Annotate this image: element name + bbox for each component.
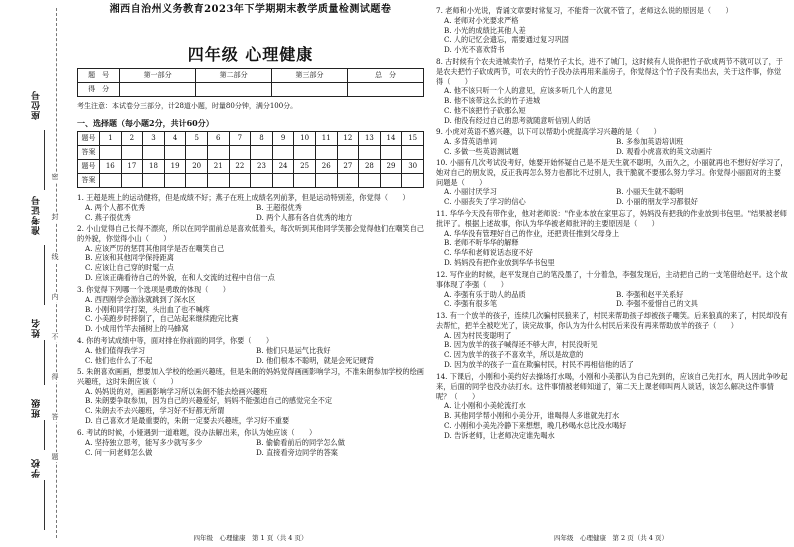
- question-stem: 5. 朱朗喜欢画画，想要加入学校的绘画兴趣班，但是朱朗的妈妈觉得画画影响学习，不准朱朗参加学校的绘画兴趣班，这时朱朗应该（ ）: [77, 367, 424, 386]
- answer-option[interactable]: A. 西西刚学会游泳就跳到了深水区: [85, 294, 196, 304]
- question-number-cell: 9: [272, 132, 294, 146]
- question-1: [77, 224, 427, 283]
- question-5: [436, 270, 788, 309]
- question-stem: 14. 下课后，小刚和小美约好去操场打水喝，小刚和小美都认为自己先到的，应该自己先打水，两人因此争吵起来，后面的同学也没办法打水。这件事情被老师知道了，第二天上课老师叫两人谈话，该怎么解决这件事情呢？（ ）: [436, 372, 788, 401]
- question-5: [77, 428, 427, 457]
- page-2: [432, 0, 790, 547]
- score-cell[interactable]: [120, 83, 196, 97]
- option-row: [77, 356, 427, 366]
- seat-number-label: 座位号: [32, 90, 42, 120]
- score-header: 总 分: [348, 69, 424, 83]
- answer-option[interactable]: C. 华华和老师说话态度不好: [444, 248, 533, 258]
- answer-option[interactable]: D. 小光不喜欢背书: [444, 45, 505, 55]
- score-header: 第三部分: [272, 69, 348, 83]
- question-number-cell: 11: [315, 132, 337, 146]
- question-number-cell: 20: [186, 160, 208, 174]
- answer-cell[interactable]: [402, 146, 424, 160]
- answer-cell[interactable]: [402, 174, 424, 188]
- answer-cell[interactable]: [164, 174, 186, 188]
- answer-option[interactable]: B. 多参加英语培训班: [616, 136, 684, 146]
- answer-option[interactable]: C. 他们也什么了不起: [85, 355, 153, 365]
- option-row: [436, 197, 788, 207]
- answer-cell[interactable]: [100, 146, 122, 160]
- answer-cell[interactable]: [229, 174, 251, 188]
- answer-option[interactable]: C. 人的记忆会遗忘，需要通过复习巩固: [444, 35, 569, 45]
- answer-option[interactable]: C. 小美跑步时摔倒了，自己站起来继续跑完比赛: [85, 314, 239, 324]
- answer-cell[interactable]: [359, 174, 381, 188]
- question-3: [77, 336, 427, 365]
- seat-number-line[interactable]: [44, 130, 45, 190]
- question-stem: 4. 你的考试成绩中等，面对排在你前面的同学，你要（ ）: [77, 336, 274, 345]
- question-number-cell: 13: [359, 132, 381, 146]
- question-number-cell: 28: [359, 160, 381, 174]
- score-table: [77, 68, 424, 97]
- question-number-cell: 5: [186, 132, 208, 146]
- answer-option[interactable]: B. 朱朗要争取参加，因为自己的兴趣爱好，妈妈不能强迫自己的感觉完全不定: [85, 396, 333, 406]
- exam-number-label: 准考证号: [32, 195, 42, 235]
- answer-cell[interactable]: [251, 146, 273, 160]
- answer-option[interactable]: B. 小光的成绩比其他人差: [444, 25, 526, 35]
- page-1: [73, 0, 428, 547]
- question-stem: 10. 小丽有几次考试没考好，她要开始怀疑自己是不是天生就不聪明，久而久之，小丽就再也不想好好学习了，她对自己的朋友说，反正我再怎么努力也都比不过别人，我干脆就不要那么努力学习。你觉得小丽面对的主要问题是（ ）: [436, 158, 788, 187]
- answer-option[interactable]: B. 偷偷看前后的同学怎么做: [256, 437, 345, 447]
- answer-grid: [77, 131, 424, 188]
- answer-cell[interactable]: [272, 174, 294, 188]
- question-number-cell: 19: [164, 160, 186, 174]
- answer-option[interactable]: D. 小丽的朋友学习都很好: [616, 197, 698, 207]
- answer-cell[interactable]: [380, 146, 402, 160]
- question-number-cell: 1: [100, 132, 122, 146]
- question-stem: 1. 王超是班上的运动健将，但是成绩不好；燕子在班上成绩名列前茅，但是运动特别差，你觉得（ ）: [77, 193, 410, 202]
- answer-option[interactable]: C. 小丽丧失了学习的信心: [444, 197, 526, 207]
- question-number-cell: 12: [337, 132, 359, 146]
- answer-option[interactable]: B. 他们只是运气比我好: [256, 345, 331, 355]
- question-number-cell: 27: [337, 160, 359, 174]
- exam-title: 湘西自治州义务教育2023年下学期期末教学质量检测试题卷: [109, 4, 392, 15]
- answer-option[interactable]: B. 应该和其他同学保持距离: [85, 253, 174, 263]
- question-number-cell: 30: [402, 160, 424, 174]
- question-stem: 7. 老师和小光说，背诵文章要时常复习，不能背一次就不管了，老师这么说的原因是（ ）: [436, 6, 733, 15]
- question-0: [77, 193, 427, 222]
- option-row: [77, 213, 427, 223]
- answer-option[interactable]: B. 王超很优秀: [256, 202, 302, 212]
- answer-cell[interactable]: [337, 146, 359, 160]
- question-number-cell: 6: [207, 132, 229, 146]
- answer-cell[interactable]: [207, 146, 229, 160]
- question-stem: 12. 写作业的时候，赵平发现自己的笔没墨了，十分着急，李强发现后，主动把自己的一支笔借给赵平。这个故事体现了李强（ ）: [436, 270, 788, 289]
- option-row: [77, 346, 427, 356]
- question-number-cell: 22: [229, 160, 251, 174]
- option-row: [77, 203, 427, 213]
- answer-option[interactable]: A. 妈妈说的对，画画影响学习所以朱朗不能去绘画兴趣班: [85, 386, 268, 396]
- answer-option[interactable]: A. 让小刚和小美轮流打水: [444, 401, 526, 411]
- answer-option[interactable]: B. 李强和赵平关系好: [616, 289, 684, 299]
- question-number-cell: 29: [380, 160, 402, 174]
- question-stem: 6. 考试的时候，小娅遇到一道难题，没办法解出来，你认为她应该（ ）: [77, 428, 317, 437]
- answer-cell[interactable]: [294, 174, 316, 188]
- seal-char: 得: [49, 372, 61, 382]
- question-number-cell: 10: [294, 132, 316, 146]
- option-row: [436, 187, 788, 197]
- answer-cell[interactable]: [315, 146, 337, 160]
- answer-option[interactable]: D. 观看小虎喜欢的英文动画片: [616, 146, 713, 156]
- question-stem: 8. 古时候有个农夫进城卖竹子，结果竹子太长，进不了城门，这时候有人说你把竹子砍成两节不就可以了，于是农夫把竹子砍成两节，可农夫的竹子没办法再用来盖房子，你觉得这个竹子没有卖出去，关于这件事，你觉得（ ）: [436, 57, 783, 86]
- question-4: [77, 367, 427, 426]
- answer-option[interactable]: C. 燕子很优秀: [85, 212, 131, 222]
- school-line[interactable]: [44, 480, 45, 530]
- answer-option[interactable]: A. 多背英语单词: [444, 136, 497, 146]
- answer-option[interactable]: A. 坚持独立思考，能写多少就写多少: [85, 437, 203, 447]
- answer-cell[interactable]: [143, 146, 165, 160]
- answer-option[interactable]: A. 小丽讨厌学习: [444, 187, 497, 197]
- option-row: [436, 137, 788, 147]
- answer-option[interactable]: C. 多做一些英语测试题: [444, 146, 519, 156]
- grid-label: 题号: [78, 132, 100, 146]
- question-number-cell: 16: [100, 160, 122, 174]
- answer-option[interactable]: A. 李强有乐于助人的品质: [444, 289, 526, 299]
- exam-subtitle: 四年级 心理健康: [187, 45, 314, 64]
- class-label: 班级: [32, 398, 42, 418]
- score-cell[interactable]: [196, 83, 272, 97]
- answer-option[interactable]: D. 应该正确看待自己的外貌，在和人交流的过程中自信一点: [85, 272, 275, 282]
- answer-cell[interactable]: [121, 146, 143, 160]
- question-number-cell: 26: [315, 160, 337, 174]
- answer-cell[interactable]: [337, 174, 359, 188]
- binding-margin: [0, 0, 70, 547]
- question-number-cell: 18: [143, 160, 165, 174]
- answer-cell[interactable]: [100, 174, 122, 188]
- question-stem: 9. 小虎对英语不感兴趣，以下可以帮助小虎提高学习兴趣的是（ ）: [436, 127, 661, 136]
- answer-option[interactable]: A. 两个人都不优秀: [85, 202, 146, 212]
- question-number-cell: 7: [229, 132, 251, 146]
- option-row: [436, 299, 788, 309]
- seal-char: 封: [49, 212, 61, 222]
- answer-option[interactable]: C. 朱朗去不去兴趣班，学习好不好都无所谓: [85, 406, 225, 416]
- question-6: [436, 311, 788, 370]
- answer-option[interactable]: B. 他不该带这么长的竹子进城: [444, 96, 541, 106]
- score-header: 题 号: [78, 69, 120, 83]
- class-line[interactable]: [44, 420, 45, 450]
- answer-option[interactable]: A. 华华没有管理好自己的作业，还把责任推到父母身上: [444, 228, 620, 238]
- option-row: [436, 147, 788, 157]
- seal-char: 内: [49, 292, 61, 302]
- exam-note: 考生注意：本试卷分三部分，计28道小题，时量80分钟，满分100分。: [77, 102, 298, 110]
- answer-cell[interactable]: [229, 146, 251, 160]
- answer-option[interactable]: C. 问一问老师怎么做: [85, 447, 153, 457]
- seal-char: 线: [49, 252, 61, 262]
- answer-option[interactable]: C. 小刚和小美先冷静下来想想，晚几秒喝水总比没水喝好: [444, 420, 627, 430]
- answer-option[interactable]: D. 两个人都有各自优秀的地方: [256, 212, 353, 222]
- answer-option[interactable]: D. 他们根本不聪明，就是会死记硬背: [256, 355, 374, 365]
- school-label: 学校: [32, 458, 42, 478]
- answer-option[interactable]: A. 应该严厉的惩罚其他同学是否在嘲笑自己: [85, 243, 225, 253]
- question-number-cell: 4: [164, 132, 186, 146]
- question-number-cell: 14: [380, 132, 402, 146]
- exam-number-line[interactable]: [44, 245, 45, 305]
- question-3: [436, 158, 788, 207]
- question-stem: 3. 你觉得下列哪一个选项是勇敢的体现（ ）: [77, 285, 230, 294]
- score-header: 第二部分: [196, 69, 272, 83]
- answer-cell[interactable]: [315, 174, 337, 188]
- answer-option[interactable]: D. 李强不爱惜自己的文具: [616, 299, 698, 309]
- answer-cell[interactable]: [186, 174, 208, 188]
- answer-option[interactable]: A. 他不该只听一个人的意见，应该多听几个人的意见: [444, 86, 612, 96]
- answer-option[interactable]: A. 他们值得我学习: [85, 345, 146, 355]
- score-cell[interactable]: [272, 83, 348, 97]
- answer-option[interactable]: D. 小成用竹竿去捅树上的马蜂窝: [85, 324, 189, 334]
- page-footer: 四年级 心理健康 第 1 页（共 4 页）: [193, 534, 308, 543]
- question-number-cell: 3: [143, 132, 165, 146]
- answer-cell[interactable]: [294, 146, 316, 160]
- grid-label: 答案: [78, 146, 100, 160]
- answer-cell[interactable]: [143, 174, 165, 188]
- grid-label: 答案: [78, 174, 100, 188]
- question-stem: 2. 小山觉得自己长得不漂亮，所以在同学面前总是喜欢低着头，每次听到其他同学笑都会觉得他们在嘲笑自己的外貌，你觉得小山（ ）: [77, 224, 424, 243]
- answer-option[interactable]: D. 因为放羊的孩子一直在欺骗村民，村民不再相信他的话了: [444, 359, 634, 369]
- answer-cell[interactable]: [186, 146, 208, 160]
- grid-label: 题号: [78, 160, 100, 174]
- answer-option[interactable]: B. 老师不听华华的解释: [444, 238, 519, 248]
- answer-option[interactable]: B. 其他同学帮小刚和小美分开，谁喝得人多谁就先打水: [444, 411, 620, 421]
- answer-option[interactable]: D. 妈妈没有把作业放到华华书包里: [444, 257, 555, 267]
- question-stem: 13. 有一个放羊的孩子，连续几次骗村民狼来了，村民来帮助孩子却被孩子嘲笑。后来狼真的来了，村民却没有去帮忙，把羊全被吃光了，读完故事，你认为为什么村民后来没有再来帮助放羊的孩子（ ）: [436, 311, 788, 330]
- question-number-cell: 21: [207, 160, 229, 174]
- question-number-cell: 24: [272, 160, 294, 174]
- question-0: [436, 6, 788, 55]
- answer-cell[interactable]: [359, 146, 381, 160]
- answer-option[interactable]: C. 因为放羊的孩子不喜欢羊，所以是故意的: [444, 350, 584, 360]
- answer-cell[interactable]: [272, 146, 294, 160]
- name-label: 姓名: [32, 318, 42, 338]
- answer-cell[interactable]: [380, 174, 402, 188]
- answer-cell[interactable]: [164, 146, 186, 160]
- name-line[interactable]: [44, 340, 45, 385]
- score-cell[interactable]: [348, 83, 424, 97]
- question-2: [77, 285, 427, 334]
- section-title: 一、选择题（每小题2分，共计60分）: [77, 118, 214, 128]
- answer-option[interactable]: A. 老师对小光要求严格: [444, 15, 519, 25]
- question-2: [436, 127, 788, 156]
- answer-option[interactable]: C. 他不该把竹子砍那么短: [444, 105, 526, 115]
- seal-char: 答: [49, 412, 61, 422]
- answer-option[interactable]: B. 因为放羊的孩子喊得还不够大声，村民没听见: [444, 340, 598, 350]
- question-1: [436, 57, 788, 125]
- seal-char: 题: [49, 452, 61, 462]
- question-number-cell: 8: [251, 132, 273, 146]
- answer-cell[interactable]: [207, 174, 229, 188]
- answer-option[interactable]: B. 小丽天生就不聪明: [616, 187, 684, 197]
- score-row-label: 得 分: [78, 83, 120, 97]
- answer-option[interactable]: D. 他没有经过自己的思考就随意听信别人的话: [444, 115, 591, 125]
- question-4: [436, 209, 788, 268]
- question-stem: 11. 华华今天没有带作业，他对老师说："作业本放在家里忘了，妈妈没有把我的作业放到书包里。"结果被老师批评了。根据上述故事，你认为华华被老师批评的主要原因是（ ）: [436, 209, 787, 228]
- answer-option[interactable]: D. 告诉老师，让老师决定谁先喝水: [444, 430, 555, 440]
- question-number-cell: 17: [121, 160, 143, 174]
- seal-char: 密: [49, 172, 61, 182]
- question-number-cell: 2: [121, 132, 143, 146]
- answer-option[interactable]: B. 小刚和同学打架，头出血了也不喊疼: [85, 304, 210, 314]
- score-header: 第一部分: [120, 69, 196, 83]
- question-number-cell: 23: [251, 160, 273, 174]
- question-number-cell: 25: [294, 160, 316, 174]
- answer-option[interactable]: D. 直接看旁边同学的答案: [256, 447, 338, 457]
- answer-option[interactable]: C. 李强有很多笔: [444, 299, 497, 309]
- seal-char: 不: [49, 332, 61, 342]
- question-number-cell: 15: [402, 132, 424, 146]
- answer-option[interactable]: D. 自己喜欢才是最重要的，朱朗一定要去兴趣班，学习好不重要: [85, 415, 290, 425]
- answer-option[interactable]: C. 应该让自己穿的时髦一点: [85, 263, 174, 273]
- answer-cell[interactable]: [251, 174, 273, 188]
- question-7: [436, 372, 788, 440]
- answer-cell[interactable]: [121, 174, 143, 188]
- option-row: [77, 438, 427, 448]
- option-row: [436, 290, 788, 300]
- page-footer: 四年级 心理健康 第 2 页（共 4 页）: [553, 534, 669, 543]
- answer-option[interactable]: A. 因为村民变聪明了: [444, 330, 512, 340]
- option-row: [77, 448, 427, 458]
